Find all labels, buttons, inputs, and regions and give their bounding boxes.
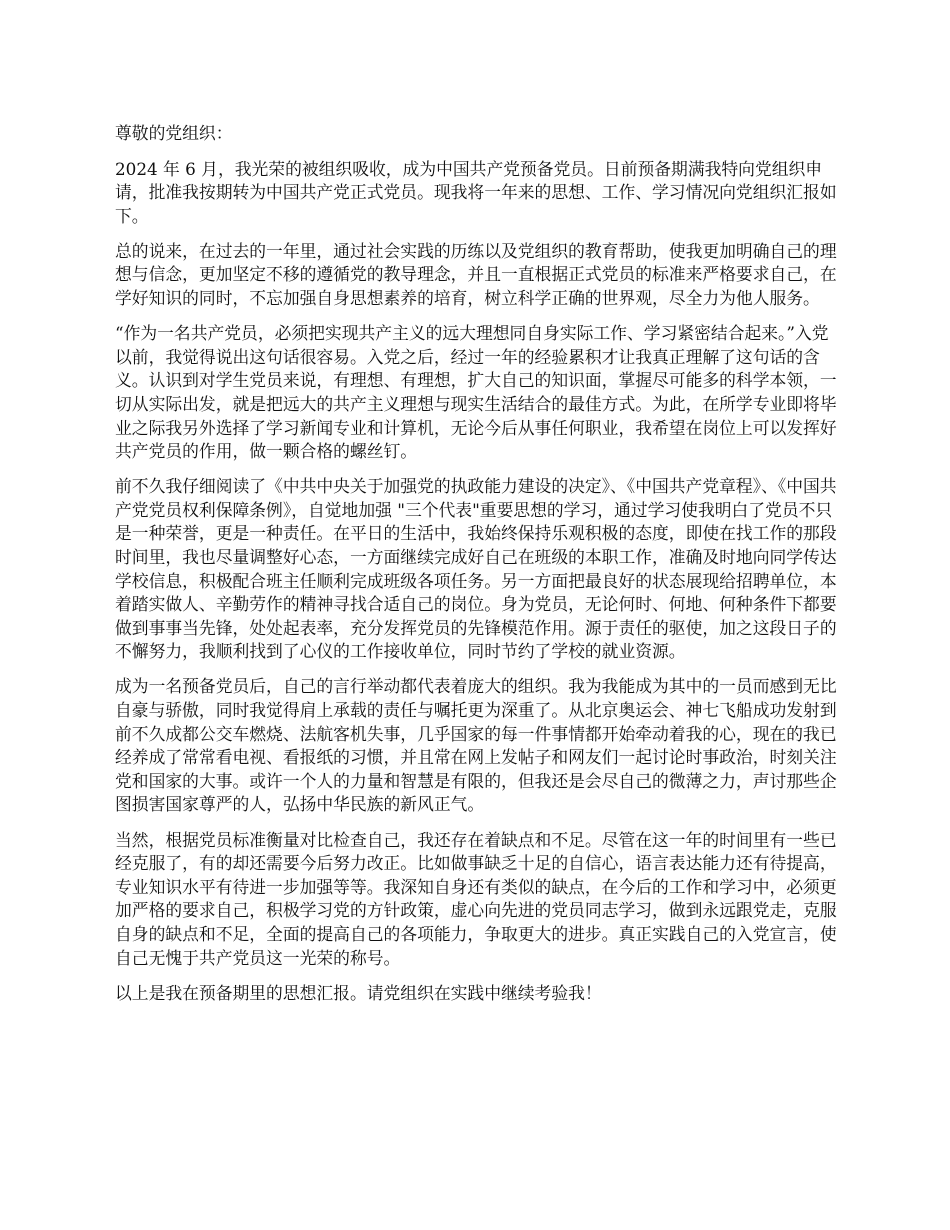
paragraph-intro: 2024 年 6 月，我光荣的被组织吸收，成为中国共产党预备党员。日前预备期满我特向党组织申请，批准我按期转为中国共产党正式党员。现我将一年来的思想、工作、学习情况向党组织汇报如下。	[115, 158, 837, 226]
paragraph-shortcomings: 当然，根据党员标准衡量对比检查自己，我还存在着缺点和不足。尽管在这一年的时间里有一些已经克服了，有的却还需要今后努力改正。比如做事缺乏十足的自信心，语言表达能力还有待提高，专业知识水平有待进一步加强等等。我深知自身还有类似的缺点，在今后的工作和学习中，必须更加严格的要求自己，积极学习党的方针政策，虚心向先进的党员同志学习，做到永远跟党走，克服自身的缺点和不足，全面的提高自己的各项能力，争取更大的进步。真正实践自己的入党宣言，使自己无愧于共产党员这一光荣的称号。	[115, 829, 837, 968]
letter-greeting: 尊敬的党组织：	[115, 123, 233, 143]
paragraph-study: 前不久我仔细阅读了《中共中央关于加强党的执政能力建设的决定》、《中国共产党章程》、《中国共产党党员权利保障条例》，自觉地加强 "三个代表"重要思想的学习，通过学习使我明白了党员不只是一种荣誉，更是一种责任。在平日的生活中，我始终保持乐观积极的态度，即使在找工作的那段时间里，我也尽量调整好心态，一方面继续完成好自己在班级的本职工作，准确及时地向同学传达学校信息，积极配合班主任顺利完成班级各项任务。另一方面把最良好的状态展现给招聘单位，本着踏实做人、辛勤劳作的精神寻找合适自己的岗位。身为党员，无论何时、何地、何种条件下都要做到事事当先锋，处处起表率，充分发挥党员的先锋模范作用。源于责任的驱使，加之这段日子的不懈努力，我顺利找到了心仪的工作接收单位，同时节约了学校的就业资源。	[115, 476, 837, 662]
paragraph-closing: 以上是我在预备期里的思想汇报。请党组织在实践中继续考验我！	[115, 982, 602, 1003]
paragraph-ideals: “作为一名共产党员，必须把实现共产主义的远大理想同自身实际工作、学习紧密结合起来。”入党以前，我觉得说出这句话很容易。入党之后，经过一年的经验累积才让我真正理解了这句话的含义。认识到对学生党员来说，有理想、有理想，扩大自己的知识面，掌握尽可能多的科学本领，一切从实际出发，就是把远大的共产主义理想与现实生活结合的最佳方式。为此，在所学专业即将毕业之际我另外选择了学习新闻专业和计算机，无论今后从事任何职业，我希望在岗位上可以发挥好共产党员的作用，做一颗合格的螺丝钉。	[115, 323, 837, 462]
letter-body	[115, 122, 839, 1017]
paragraph-summary: 总的说来，在过去的一年里，通过社会实践的历练以及党组织的教育帮助，使我更加明确自己的理想与信念，更加坚定不移的遵循党的教导理念，并且一直根据正式党员的标准来严格要求自己，在学好知识的同时，不忘加强自身思想素养的培育，树立科学正确的世界观，尽全力为他人服务。	[115, 240, 837, 309]
paragraph-responsibility: 成为一名预备党员后，自己的言行举动都代表着庞大的组织。我为我能成为其中的一员而感到无比自豪与骄傲，同时我觉得肩上承载的责任与嘱托更为深重了。从北京奥运会、神七飞船成功发射到前不久成都公交车燃烧、法航客机失事，几乎国家的每一件事情都开始牵动着我的心，现在的我已经养成了常常看电视、看报纸的习惯，并且常在网上发帖子和网友们一起讨论时事政治，时刻关注党和国家的大事。或许一个人的力量和智慧是有限的，但我还是会尽自己的微薄之力，声讨那些企图损害国家尊严的人，弘扬中华民族的新风正气。	[115, 676, 837, 815]
